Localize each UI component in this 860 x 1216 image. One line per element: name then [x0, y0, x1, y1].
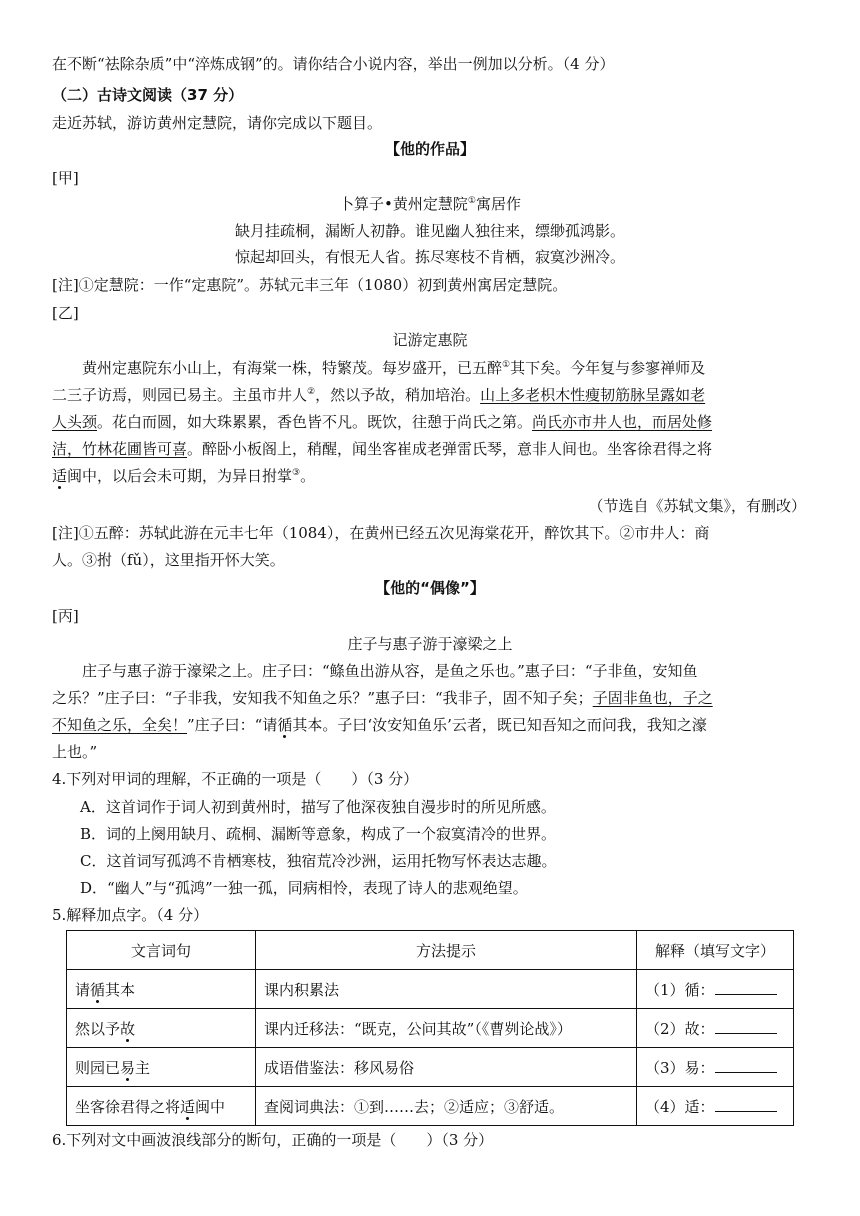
yi-para-line-5: 适闽中，以后会未可期，为异日拊掌③。 — [52, 467, 316, 485]
bing-title: 庄子与惠子游于濠梁之上 — [347, 635, 513, 653]
answer-blank[interactable] — [715, 1097, 777, 1112]
answer-blank[interactable] — [715, 1058, 777, 1073]
answer-blank[interactable] — [715, 1019, 777, 1034]
table-header: 解释（填写文字） — [637, 931, 794, 970]
poem-title: 卜算子•黄州定慧院①寓居作 — [339, 195, 521, 213]
q5-table — [66, 930, 794, 1126]
answer-blank[interactable] — [715, 980, 777, 995]
q4-option-b: B．词的上阕用缺月、疏桐、漏断等意象，构成了一个寂寞清冷的世界。 — [80, 825, 557, 843]
method-cell: 课内迁移法：“既克，公问其故”（《曹刿论战》） — [256, 1009, 637, 1048]
yi-para-line-3: 人头颈。花白而圆，如大珠累累，香色皆不凡。既饮，往憩于尚氏之第。尚氏亦市井人也，而居处修 — [52, 413, 713, 431]
bing-para-line-2: 之乐？”庄子曰：“子非我，安知我不知鱼之乐？”惠子曰：“我非子，固不知子矣；子固非鱼也，子之 — [52, 689, 713, 707]
bing-para-line-3: 不知鱼之乐，全矣！”庄子曰：“请循其本。子曰‘汝安知鱼乐’云者，既已知吾知之而问我，我知之濠 — [52, 716, 707, 734]
jia-label: [甲] — [52, 169, 79, 187]
yi-note-2: 人。③拊（fǔ），这里指开怀大笑。 — [52, 551, 285, 569]
q4-option-a: A．这首词作于词人初到黄州时，描写了他深夜独自漫步时的所见所感。 — [80, 798, 556, 816]
table-header-row — [67, 931, 794, 970]
q4-stem: 4.下列对甲词的理解，不正确的一项是（ ）（3 分） — [52, 770, 419, 788]
table-header: 文言词句 — [67, 931, 256, 970]
underlined-sentence: 尚氏亦市井人也，而居处修 — [532, 413, 713, 431]
method-cell: 课内积累法 — [256, 970, 637, 1009]
poem-line-1: 缺月挂疏桐，漏断人初静。谁见幽人独往来，缥缈孤鸿影。 — [234, 222, 625, 240]
phrase-cell: 坐客徐君得之将适闽中 — [67, 1087, 256, 1126]
q6-stem: 6.下列对文中画波浪线部分的断句，正确的一项是（ ）（3 分） — [52, 1131, 494, 1149]
jia-note: [注]①定慧院：一作“定惠院”。苏轼元丰三年（1080）初到黄州寓居定慧院。 — [52, 276, 568, 294]
table-row — [67, 1087, 794, 1126]
bing-para-line-4: 上也。” — [52, 743, 98, 761]
yi-source: （节选自《苏轼文集》，有删改） — [588, 497, 806, 515]
q4-option-d: D．“幽人”与“孤鸿”一独一孤，同病相怜，表现了诗人的悲观绝望。 — [80, 879, 528, 897]
answer-cell[interactable]: （2）故： — [637, 1009, 794, 1048]
yi-para-line-1: 黄州定惠院东小山上，有海棠一株，特繁茂。每岁盛开，已五醉①其下矣。今年复与参寥禅师及 — [82, 359, 706, 377]
wavy-underline-text: 山上多老枳木性瘦韧筋脉呈露如老 — [480, 386, 706, 404]
header-idol: 【他的“偶像”】 — [375, 579, 485, 597]
section-intro: 走近苏轼，游访黄州定慧院，请你完成以下题目。 — [52, 114, 383, 132]
header-works: 【他的作品】 — [384, 140, 475, 158]
answer-cell[interactable]: （3）易： — [637, 1048, 794, 1087]
phrase-cell: 请循其本 — [67, 970, 256, 1009]
answer-cell[interactable]: （4）适： — [637, 1087, 794, 1126]
poem-line-2: 惊起却回头，有恨无人省。拣尽寒枝不肯栖，寂寞沙洲冷。 — [234, 248, 625, 266]
section-title: （二）古诗文阅读（37 分） — [52, 86, 244, 104]
yi-para-line-2: 二三子访焉，则园已易主。主虽市井人②，然以予故，稍加培治。山上多老枳木性瘦韧筋脉呈露如老 — [52, 386, 706, 404]
yi-para-line-4: 洁，竹林花圃皆可喜。醉卧小板阁上，稍醒，闻坐客崔成老弹雷氏琴，意非人间也。坐客徐君得之将 — [52, 440, 713, 458]
table-row — [67, 970, 794, 1009]
table-row — [67, 1009, 794, 1048]
yi-title: 记游定惠院 — [392, 331, 468, 349]
table-row — [67, 1048, 794, 1087]
table-header: 方法提示 — [256, 931, 637, 970]
dotted-char: 适 — [52, 467, 68, 485]
phrase-cell: 则园已易主 — [67, 1048, 256, 1087]
intro-line: 在不断“祛除杂质”中“淬炼成钢”的。请你结合小说内容，举出一例加以分析。（4 分） — [52, 55, 615, 73]
q4-option-c: C．这首词写孤鸿不肯栖寒枝，独宿荒冷沙洲，运用托物写怀表达志趣。 — [80, 852, 557, 870]
yi-note-1: [注]①五醉：苏轼此游在元丰七年（1084），在黄州已经五次见海棠花开，醉饮其下。②市井人：商 — [52, 524, 710, 542]
method-cell: 成语借鉴法：移风易俗 — [256, 1048, 637, 1087]
yi-label: [乙] — [52, 304, 79, 322]
q5-stem: 5.解释加点字。（4 分） — [52, 906, 209, 924]
dotted-char: 循 — [277, 716, 293, 734]
phrase-cell: 然以予故 — [67, 1009, 256, 1048]
bing-label: [丙] — [52, 607, 79, 625]
bing-para-line-1: 庄子与惠子游于濠梁之上。庄子曰：“鲦鱼出游从容，是鱼之乐也。”惠子曰：“子非鱼，安知鱼 — [82, 662, 698, 680]
method-cell: 查阅词典法：①到……去；②适应；③舒适。 — [256, 1087, 637, 1126]
answer-cell[interactable]: （1）循： — [637, 970, 794, 1009]
